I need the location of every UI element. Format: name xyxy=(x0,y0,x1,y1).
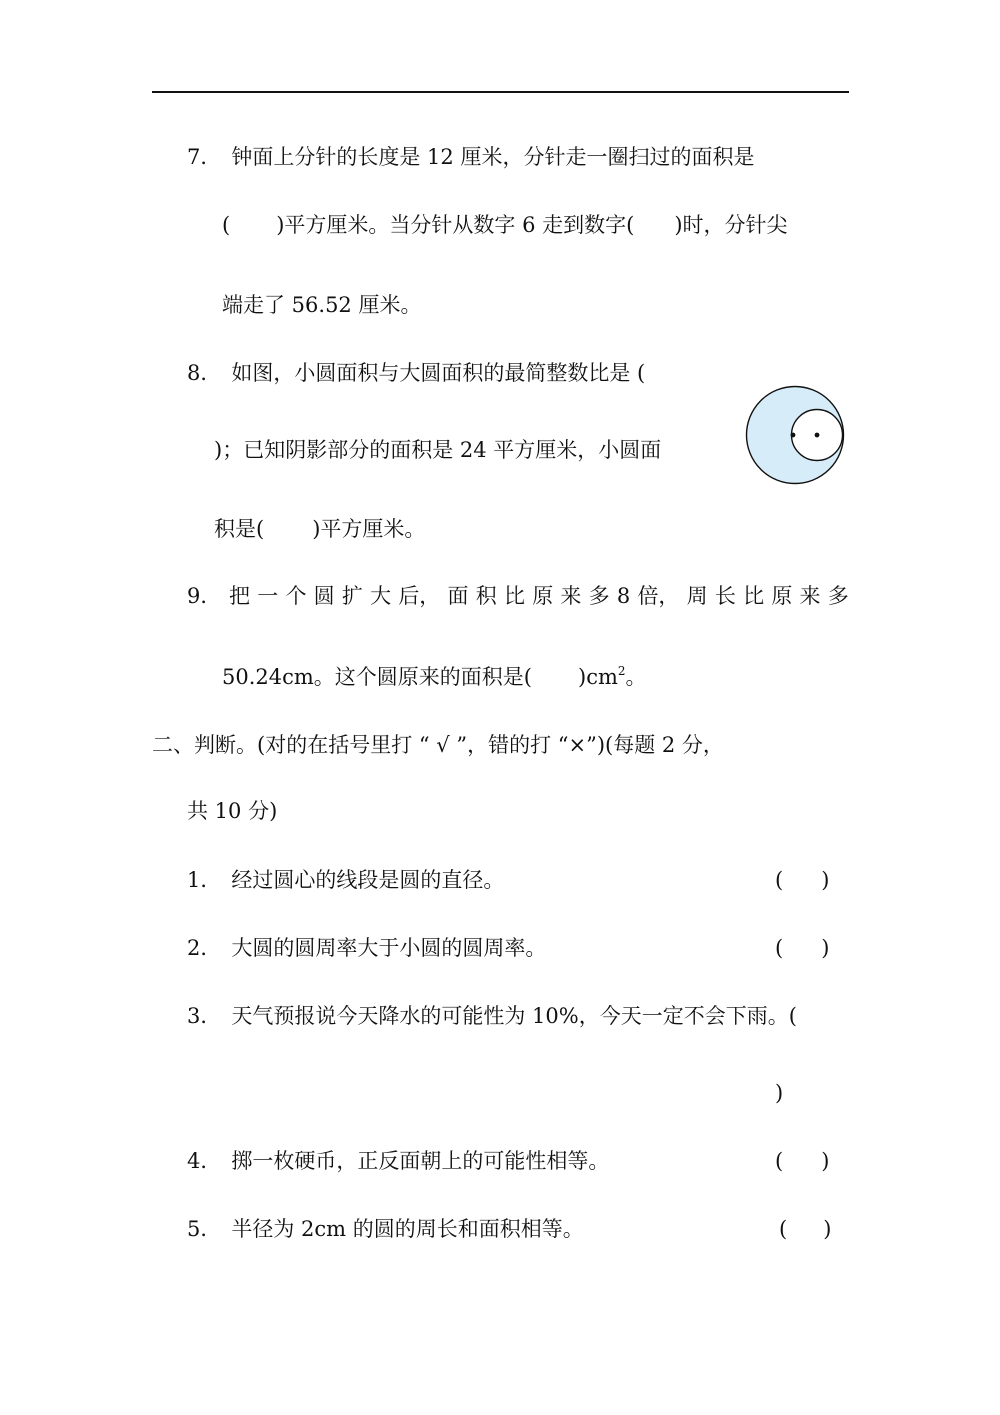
judge-1-answer-paren[interactable]: ( ) xyxy=(775,868,830,892)
circles-figure xyxy=(745,385,845,485)
judge-4-answer-paren[interactable]: ( ) xyxy=(775,1149,830,1173)
judge-2-answer-paren[interactable]: ( ) xyxy=(775,936,830,960)
q7-line1: 7． 钟面上分针的长度是 12 厘米，分针走一圈扫过的面积是 xyxy=(187,145,755,169)
q9-line1-char: 多 xyxy=(588,584,610,608)
judge-item-1: 1． 经过圆心的线段是圆的直径。 xyxy=(187,868,505,892)
top-rule xyxy=(152,91,849,93)
q9-line1-char: 倍， xyxy=(637,584,680,608)
q9-line1-char: 比 xyxy=(503,584,525,608)
q9-line1-char: 比 xyxy=(743,584,765,608)
q9-line1-char: 个 xyxy=(285,584,307,608)
q9-line1-char: 8 xyxy=(616,584,631,608)
small-circle-center-dot xyxy=(815,433,820,438)
q8-line1: 8． 如图，小圆面积与大圆面积的最简整数比是 ( xyxy=(187,361,646,385)
large-circle-center-dot xyxy=(791,433,796,438)
q7-line2: ( )平方厘米。当分针从数字 6 走到数字( )时，分针尖 xyxy=(222,213,788,237)
q9-line1-char: 大 xyxy=(370,584,392,608)
q7-line3: 端走了 56.52 厘米。 xyxy=(222,293,422,317)
q9-line1 xyxy=(229,582,849,610)
judge-item-4: 4． 掷一枚硬币，正反面朝上的可能性相等。 xyxy=(187,1149,610,1173)
section2-title-cont: 共 10 分) xyxy=(187,799,278,823)
q9-line1-char: 来 xyxy=(799,584,821,608)
q9-line1-char: 面 xyxy=(447,584,469,608)
q9-line1-char: 一 xyxy=(257,584,279,608)
q9-line1-char: 来 xyxy=(560,584,582,608)
q8-line3: 积是( )平方厘米。 xyxy=(214,517,426,541)
q9-line1-char: 原 xyxy=(771,584,793,608)
q9-line2: 50.24cm。这个圆原来的面积是( )$cm^2$。 xyxy=(222,664,647,689)
q9-line1-char: 圆 xyxy=(313,584,335,608)
q9-line1-char: 长 xyxy=(714,584,736,608)
q8-line2: )；已知阴影部分的面积是 24 平方厘米，小圆面 xyxy=(214,438,662,462)
q9-line1-char: 原 xyxy=(532,584,554,608)
section2-title: 二、判断。(对的在括号里打 “ √ ”，错的打 “×”)(每题 2 分， xyxy=(152,733,724,757)
q9-line1-char: 积 xyxy=(475,584,497,608)
q9-line1-char: 后， xyxy=(398,584,441,608)
q9-line1-char: 周 xyxy=(686,584,708,608)
judge-item-5: 5． 半径为 2cm 的圆的周长和面积相等。 xyxy=(187,1217,584,1241)
q9-line1-char: 把 xyxy=(229,584,250,608)
judge-5-answer-paren[interactable]: ( ) xyxy=(779,1217,832,1241)
q9-num: 9． xyxy=(187,584,222,608)
judge-item-3: 3． 天气预报说今天降水的可能性为 10%，今天一定不会下雨。( xyxy=(187,1004,797,1028)
judge-3-answer-paren-close[interactable]: ) xyxy=(775,1081,784,1105)
q9-line1-char: 多 xyxy=(827,584,849,608)
judge-item-2: 2． 大圆的圆周率大于小圆的圆周率。 xyxy=(187,936,547,960)
q9-line1-char: 扩 xyxy=(341,584,363,608)
